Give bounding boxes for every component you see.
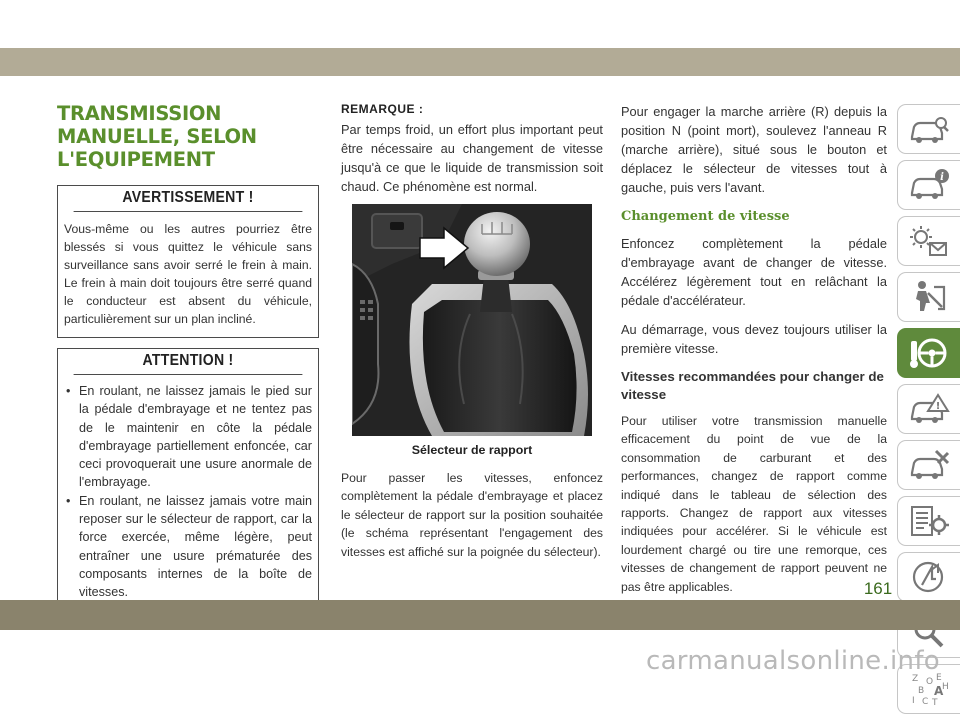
page-number: 161	[863, 579, 893, 598]
steering-wheel-icon	[908, 335, 950, 371]
car-breakdown-icon	[908, 391, 950, 427]
caution-box	[57, 348, 319, 612]
reverse-gear-text: Pour engager la marche arrière (R) depuis la position N (point mort), soulevez l'anneau R (marche arrière), situé sous le bouton et déplacez le sélecteur de vitesses tout à gauche, puis vers l'avant.	[621, 104, 887, 195]
svg-text:Z: Z	[912, 674, 919, 684]
warning-lights-icon	[908, 223, 950, 259]
multimedia-icon	[908, 559, 950, 595]
car-info-icon	[908, 167, 950, 203]
column-3	[621, 102, 887, 606]
section-title	[57, 102, 319, 171]
svg-text:E: E	[936, 673, 942, 683]
svg-text:B: B	[918, 686, 925, 696]
recommended-speeds-text: Pour utiliser votre transmission manuelle efficacement du point de vue de la consommation de carburant et des performances, changez de rapport comme indiqué dans le tableau de sélection des rapports. Changez de rapport aux vitesses indiquées pour accélérer. Si le véhicule est lourdement chargé ou tire une remorque, ces vitesses de changement de rapport peuvent ne pas être applicables.	[621, 414, 887, 594]
caution-title: ATTENTION !	[74, 349, 303, 375]
svg-text:O: O	[926, 677, 934, 687]
warning-text: Vous-même ou les autres pourriez être blessés si vous quittez le véhicule sans surveillance sans avoir serré le frein à main. Le frein à main doit toujours être serré quand le conducteur est absent du véhicule, particulièrement sur un plan incliné.	[64, 222, 312, 326]
column-2	[341, 102, 603, 571]
svg-text:H: H	[942, 682, 949, 692]
tab-car-info[interactable]	[897, 160, 960, 210]
tab-driving[interactable]	[897, 328, 960, 378]
heading-recommended-speeds: Vitesses recommandées pour changer de vitesse	[621, 369, 884, 402]
remark-text: Par temps froid, un effort plus important peut être nécessaire au changement de vitesse jusqu'à ce que le liquide de transmission soit chaud. Ce phénomène est normal.	[341, 122, 603, 194]
tab-multimedia[interactable]	[897, 552, 960, 602]
warning-title: AVERTISSEMENT !	[74, 186, 303, 212]
warning-box	[57, 185, 319, 338]
tab-warning-lights[interactable]	[897, 216, 960, 266]
tab-car-search[interactable]	[897, 104, 960, 154]
gear-shifter-illustration	[352, 204, 592, 436]
tab-specifications[interactable]	[897, 496, 960, 546]
gear-change-text-1: Enfoncez complètement la pédale d'embrayage avant de changer de vitesse. Accélérez légèrement tout en relâchant la pédale d'accélérateur.	[621, 236, 887, 308]
svg-text:i: i	[940, 172, 944, 183]
shift-instructions-text: Pour passer les vitesses, enfoncez complètement la pédale d'embrayage et placez le sélecteur de rapport sur la position souhaitée (le schéma représentant l'engagement des vitesses est affiché sur la poignée du sélecteur).	[341, 471, 603, 559]
safety-airbag-icon	[908, 279, 950, 315]
car-search-icon	[908, 111, 950, 147]
caution-item: • En roulant, ne laissez jamais le pied sur la pédale d'embrayage et ne tentez pas de le maintenir en côte la pédale d'embrayage partiellement enfoncée, car ceci provoquerait une usure anormale de l'embrayage.	[64, 382, 312, 492]
caution-item: • En roulant, ne laissez jamais votre main reposer sur le sélecteur de rapport, car la force exercée, même légère, peut entraîner une usure prématurée des composants internes de la boîte de vitesses.	[64, 492, 312, 602]
svg-text:T: T	[932, 698, 938, 707]
tab-safety[interactable]	[897, 272, 960, 322]
svg-text:A: A	[934, 684, 944, 698]
section-title-line-1: TRANSMISSION	[57, 102, 222, 125]
top-band	[0, 48, 960, 76]
svg-text:C: C	[922, 697, 929, 707]
section-title-line-3: L'EQUIPEMENT	[57, 148, 215, 171]
specifications-icon	[908, 503, 950, 539]
tab-breakdown[interactable]	[897, 384, 960, 434]
bottom-band	[0, 600, 960, 630]
figure-caption: Sélecteur de rapport	[411, 443, 533, 457]
svg-text:!: !	[935, 401, 941, 412]
heading-gear-change: Changement de vitesse	[621, 209, 790, 224]
car-service-icon	[908, 447, 950, 483]
svg-text:I: I	[912, 696, 915, 706]
gear-change-text-2: Au démarrage, vous devez toujours utiliser la première vitesse.	[621, 322, 887, 356]
column-1	[57, 102, 319, 622]
gear-shifter-photo	[352, 204, 592, 436]
caution-list	[64, 382, 312, 602]
remark-title: REMARQUE :	[341, 102, 424, 116]
section-title-line-2: MANUELLE, SELON	[57, 125, 257, 148]
tab-service[interactable]	[897, 440, 960, 490]
watermark: carmanualsonline.info	[645, 646, 940, 676]
alphabet-index-icon	[908, 671, 950, 707]
